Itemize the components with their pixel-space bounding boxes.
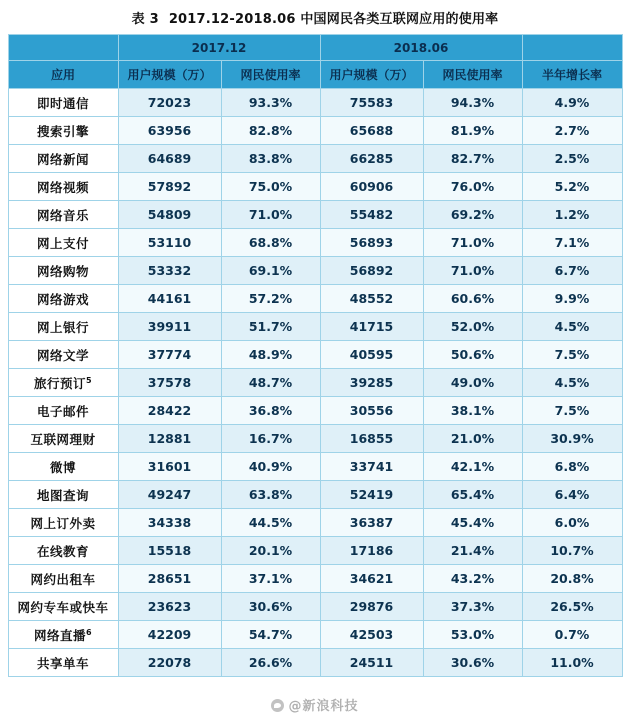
cell-users-2017: 72023 [118,89,221,117]
cell-users-2018: 33741 [320,453,423,481]
internet-usage-table [8,34,623,677]
cell-users-2017: 53332 [118,257,221,285]
cell-users-2017: 53110 [118,229,221,257]
cell-users-2017: 42209 [118,621,221,649]
column-rate-2017: 网民使用率 [221,61,320,89]
table-row [8,565,622,593]
cell-rate-2018: 94.3% [423,89,522,117]
cell-users-2018: 60906 [320,173,423,201]
table-row [8,173,622,201]
cell-rate-2017: 48.9% [221,341,320,369]
cell-app-name: 网上订外卖 [8,509,118,537]
cell-growth: 5.2% [522,173,622,201]
cell-rate-2017: 57.2% [221,285,320,313]
cell-app-name: 网络音乐 [8,201,118,229]
cell-app-name: 网络新闻 [8,145,118,173]
cell-users-2018: 56892 [320,257,423,285]
cell-rate-2017: 82.8% [221,117,320,145]
cell-app-name: 微博 [8,453,118,481]
cell-rate-2017: 83.8% [221,145,320,173]
cell-app-name: 网上银行 [8,313,118,341]
cell-growth: 4.9% [522,89,622,117]
table-header [8,35,622,89]
cell-growth: 20.8% [522,565,622,593]
cell-rate-2018: 49.0% [423,369,522,397]
cell-app-name: 即时通信 [8,89,118,117]
cell-rate-2017: 44.5% [221,509,320,537]
cell-users-2017: 37774 [118,341,221,369]
cell-users-2017: 12881 [118,425,221,453]
cell-growth: 11.0% [522,649,622,677]
table-row [8,509,622,537]
table-period-row [8,35,622,61]
table-row [8,201,622,229]
cell-rate-2018: 60.6% [423,285,522,313]
cell-rate-2017: 37.1% [221,565,320,593]
cell-rate-2018: 37.3% [423,593,522,621]
cell-rate-2018: 43.2% [423,565,522,593]
cell-rate-2018: 71.0% [423,229,522,257]
cell-rate-2018: 50.6% [423,341,522,369]
cell-users-2018: 56893 [320,229,423,257]
cell-rate-2018: 81.9% [423,117,522,145]
cell-rate-2017: 30.6% [221,593,320,621]
cell-users-2017: 44161 [118,285,221,313]
table-row [8,649,622,677]
cell-users-2017: 49247 [118,481,221,509]
cell-growth: 7.1% [522,229,622,257]
cell-users-2017: 54809 [118,201,221,229]
cell-users-2017: 34338 [118,509,221,537]
cell-growth: 1.2% [522,201,622,229]
cell-rate-2017: 71.0% [221,201,320,229]
cell-rate-2017: 36.8% [221,397,320,425]
cell-users-2018: 30556 [320,397,423,425]
table-row [8,229,622,257]
table-row [8,621,622,649]
cell-growth: 2.5% [522,145,622,173]
cell-users-2017: 37578 [118,369,221,397]
table-row [8,313,622,341]
cell-rate-2017: 93.3% [221,89,320,117]
cell-rate-2018: 82.7% [423,145,522,173]
cell-app-name: 网络文学 [8,341,118,369]
cell-users-2017: 64689 [118,145,221,173]
cell-rate-2018: 45.4% [423,509,522,537]
cell-users-2018: 66285 [320,145,423,173]
cell-app-name: 互联网理财 [8,425,118,453]
table-row [8,397,622,425]
cell-app-name: 网络游戏 [8,285,118,313]
cell-users-2017: 28651 [118,565,221,593]
cell-rate-2017: 51.7% [221,313,320,341]
cell-rate-2017: 54.7% [221,621,320,649]
cell-app-name: 在线教育 [8,537,118,565]
cell-growth: 26.5% [522,593,622,621]
cell-rate-2017: 63.8% [221,481,320,509]
cell-growth: 2.7% [522,117,622,145]
cell-users-2017: 15518 [118,537,221,565]
cell-app-name: 地图查询 [8,481,118,509]
cell-users-2018: 48552 [320,285,423,313]
cell-growth: 9.9% [522,285,622,313]
table-row [8,341,622,369]
header-blank-left [8,35,118,61]
cell-rate-2018: 30.6% [423,649,522,677]
table-row [8,117,622,145]
cell-growth: 4.5% [522,369,622,397]
cell-rate-2018: 65.4% [423,481,522,509]
caption-text: 2017.12-2018.06 中国网民各类互联网应用的使用率 [168,12,499,27]
cell-users-2017: 22078 [118,649,221,677]
cell-users-2018: 36387 [320,509,423,537]
table-column-row [8,61,622,89]
cell-users-2018: 42503 [320,621,423,649]
cell-growth: 7.5% [522,341,622,369]
cell-users-2017: 57892 [118,173,221,201]
cell-rate-2018: 38.1% [423,397,522,425]
cell-users-2017: 28422 [118,397,221,425]
footnote-marker: 6 [85,627,93,637]
cell-rate-2017: 16.7% [221,425,320,453]
cell-growth: 6.0% [522,509,622,537]
table-row [8,145,622,173]
cell-growth: 0.7% [522,621,622,649]
cell-app-name: 网络直播$^6$ [8,621,118,649]
footnote-marker: 5 [85,375,93,385]
cell-users-2018: 29876 [320,593,423,621]
cell-rate-2018: 53.0% [423,621,522,649]
cell-app-name: 网络购物 [8,257,118,285]
caption-number: 表 3 [131,12,159,27]
cell-rate-2018: 76.0% [423,173,522,201]
cell-growth: 10.7% [522,537,622,565]
cell-app-name: 网络视频 [8,173,118,201]
cell-users-2018: 17186 [320,537,423,565]
cell-app-name: 搜索引擎 [8,117,118,145]
column-growth: 半年增长率 [522,61,622,89]
cell-growth: 30.9% [522,425,622,453]
cell-users-2017: 39911 [118,313,221,341]
cell-users-2018: 52419 [320,481,423,509]
watermark-text: @新浪科技 [288,699,359,714]
column-rate-2018: 网民使用率 [423,61,522,89]
cell-rate-2017: 20.1% [221,537,320,565]
cell-growth: 6.4% [522,481,622,509]
table-row [8,481,622,509]
cell-rate-2017: 48.7% [221,369,320,397]
cell-rate-2017: 75.0% [221,173,320,201]
cell-users-2017: 23623 [118,593,221,621]
cell-rate-2017: 68.8% [221,229,320,257]
header-period-2018: 2018.06 [320,35,522,61]
cell-growth: 4.5% [522,313,622,341]
cell-app-name: 旅行预订$^5$ [8,369,118,397]
column-users-2018: 用户规模（万） [320,61,423,89]
cell-rate-2017: 69.1% [221,257,320,285]
cell-users-2018: 75583 [320,89,423,117]
cell-app-name: 网约专车或快车 [8,593,118,621]
table-row [8,453,622,481]
cell-users-2018: 34621 [320,565,423,593]
header-blank-right [522,35,622,61]
table-row [8,537,622,565]
cell-growth: 6.7% [522,257,622,285]
table-row [8,593,622,621]
table-row [8,257,622,285]
cell-users-2018: 41715 [320,313,423,341]
cell-rate-2018: 42.1% [423,453,522,481]
table-row [8,369,622,397]
header-period-2017: 2017.12 [118,35,320,61]
table-row [8,285,622,313]
cell-rate-2018: 71.0% [423,257,522,285]
cell-rate-2017: 40.9% [221,453,320,481]
column-app: 应用 [8,61,118,89]
cell-users-2018: 40595 [320,341,423,369]
cell-users-2018: 65688 [320,117,423,145]
cell-rate-2018: 52.0% [423,313,522,341]
cell-app-name: 网上支付 [8,229,118,257]
cell-growth: 6.8% [522,453,622,481]
cell-users-2018: 55482 [320,201,423,229]
table-body [8,89,622,677]
cell-growth: 7.5% [522,397,622,425]
cell-app-name: 网约出租车 [8,565,118,593]
cell-rate-2018: 21.0% [423,425,522,453]
table-row [8,425,622,453]
cell-users-2018: 16855 [320,425,423,453]
cell-users-2017: 63956 [118,117,221,145]
cell-users-2018: 39285 [320,369,423,397]
table-caption [0,0,630,34]
cell-rate-2018: 21.4% [423,537,522,565]
cell-app-name: 电子邮件 [8,397,118,425]
cell-users-2018: 24511 [320,649,423,677]
cell-rate-2017: 26.6% [221,649,320,677]
table-row [8,89,622,117]
column-users-2017: 用户规模（万） [118,61,221,89]
cell-rate-2018: 69.2% [423,201,522,229]
cell-app-name: 共享单车 [8,649,118,677]
cell-users-2017: 31601 [118,453,221,481]
